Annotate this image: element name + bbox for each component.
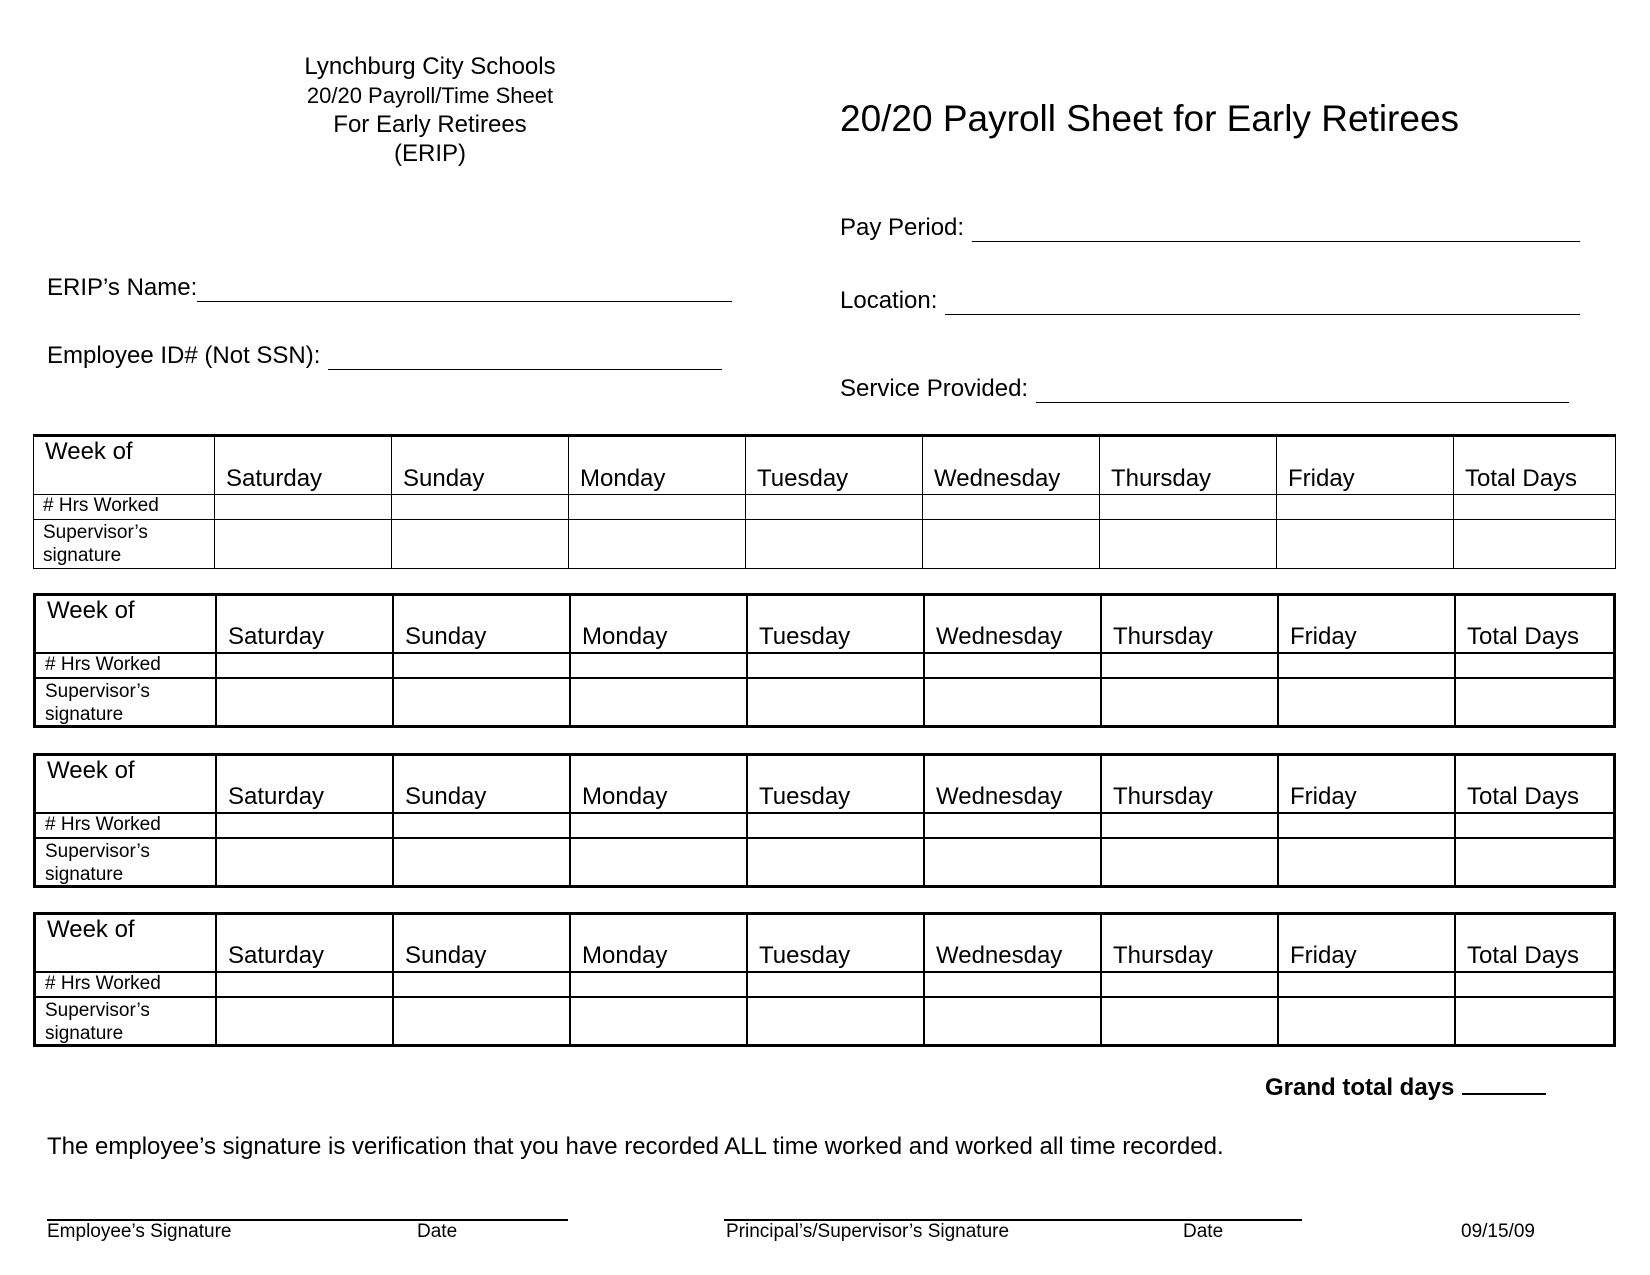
- employee-id-field[interactable]: [47, 342, 722, 370]
- hrs-worked-label: # Hrs Worked: [34, 495, 215, 520]
- location-line[interactable]: [945, 292, 1580, 315]
- sunday-header: Sunday: [392, 437, 569, 495]
- signature-cell[interactable]: [1456, 839, 1613, 886]
- monday-header: Monday: [571, 915, 748, 973]
- hrs-cell[interactable]: [571, 973, 748, 998]
- signature-cell[interactable]: [746, 520, 923, 568]
- signature-cell[interactable]: [748, 679, 925, 726]
- signature-cell[interactable]: [571, 679, 748, 726]
- grand-total-field[interactable]: [1265, 1074, 1546, 1102]
- supervisor-label-line2: signature: [45, 864, 124, 885]
- hrs-cell[interactable]: [748, 654, 925, 679]
- signature-cell[interactable]: [748, 839, 925, 886]
- week-of-cell[interactable]: Week of: [36, 756, 217, 814]
- signature-cell[interactable]: [1456, 998, 1613, 1045]
- employee-date-label: Date: [417, 1221, 458, 1242]
- principal-signature-label: Principal’s/Supervisor’s Signature: [726, 1221, 1010, 1242]
- service-provided-field[interactable]: [840, 375, 1569, 403]
- signature-cell[interactable]: [1102, 839, 1279, 886]
- thursday-header: Thursday: [1102, 596, 1279, 654]
- form-name: 20/20 Payroll/Time Sheet: [306, 83, 554, 108]
- pay-period-line[interactable]: [972, 219, 1580, 242]
- signature-cell[interactable]: [571, 998, 748, 1045]
- wednesday-header: Wednesday: [925, 596, 1102, 654]
- hrs-cell[interactable]: [569, 495, 746, 520]
- saturday-header: Saturday: [217, 596, 394, 654]
- hrs-cell[interactable]: [925, 814, 1102, 839]
- total-days-header: Total Days: [1456, 756, 1613, 814]
- hrs-cell[interactable]: [1279, 814, 1456, 839]
- hrs-cell[interactable]: [217, 814, 394, 839]
- total-days-cell[interactable]: [1454, 495, 1615, 520]
- sunday-header: Sunday: [394, 596, 571, 654]
- week-of-cell[interactable]: Week of: [36, 915, 217, 973]
- supervisor-signature-label: [36, 839, 217, 886]
- signature-cell[interactable]: [217, 998, 394, 1045]
- location-field[interactable]: [840, 287, 1580, 315]
- hrs-cell[interactable]: [217, 654, 394, 679]
- revision-date: 09/15/09: [1461, 1221, 1535, 1242]
- hrs-cell[interactable]: [1102, 973, 1279, 998]
- page-title: 20/20 Payroll Sheet for Early Retirees: [840, 98, 1460, 139]
- saturday-header: Saturday: [215, 437, 392, 495]
- signature-cell[interactable]: [1279, 998, 1456, 1045]
- total-days-cell[interactable]: [1456, 973, 1613, 998]
- week-table: [33, 593, 1616, 728]
- week-of-cell[interactable]: Week of: [34, 437, 215, 495]
- signature-cell[interactable]: [1102, 679, 1279, 726]
- supervisor-label-line1: Supervisor’s: [45, 681, 150, 702]
- monday-header: Monday: [571, 756, 748, 814]
- supervisor-label-line1: Supervisor’s: [45, 1000, 150, 1021]
- hrs-cell[interactable]: [1102, 814, 1279, 839]
- friday-header: Friday: [1279, 596, 1456, 654]
- thursday-header: Thursday: [1102, 756, 1279, 814]
- signature-cell[interactable]: [569, 520, 746, 568]
- grand-total-line[interactable]: [1462, 1075, 1546, 1095]
- tuesday-header: Tuesday: [748, 915, 925, 973]
- signature-cell[interactable]: [1279, 839, 1456, 886]
- service-provided-line[interactable]: [1036, 380, 1569, 403]
- supervisor-label-line2: signature: [45, 1023, 124, 1044]
- hrs-cell[interactable]: [925, 654, 1102, 679]
- signature-cell[interactable]: [392, 520, 569, 568]
- form-abbreviation: (ERIP): [394, 140, 466, 167]
- week-of-cell[interactable]: Week of: [36, 596, 217, 654]
- signature-cell[interactable]: [1100, 520, 1277, 568]
- tuesday-header: Tuesday: [748, 756, 925, 814]
- hrs-cell[interactable]: [925, 973, 1102, 998]
- total-days-header: Total Days: [1456, 596, 1613, 654]
- monday-header: Monday: [571, 596, 748, 654]
- employee-id-line[interactable]: [328, 347, 722, 370]
- hrs-cell[interactable]: [571, 654, 748, 679]
- supervisor-label-line1: Supervisor’s: [43, 522, 148, 543]
- erip-name-line[interactable]: [197, 279, 732, 302]
- hrs-cell[interactable]: [746, 495, 923, 520]
- saturday-header: Saturday: [217, 915, 394, 973]
- location-label: Location:: [840, 287, 938, 314]
- signature-cell[interactable]: [1456, 679, 1613, 726]
- tuesday-header: Tuesday: [746, 437, 923, 495]
- signature-cell[interactable]: [1454, 520, 1615, 568]
- hrs-cell[interactable]: [215, 495, 392, 520]
- tuesday-header: Tuesday: [748, 596, 925, 654]
- week-table: [33, 753, 1616, 888]
- week-table: [33, 434, 1616, 569]
- supervisor-signature-label: [36, 679, 217, 726]
- erip-name-label: ERIP’s Name:: [47, 274, 198, 301]
- signature-cell[interactable]: [394, 679, 571, 726]
- wednesday-header: Wednesday: [923, 437, 1100, 495]
- total-days-header: Total Days: [1454, 437, 1615, 495]
- sunday-header: Sunday: [394, 756, 571, 814]
- hrs-cell[interactable]: [1279, 654, 1456, 679]
- wednesday-header: Wednesday: [925, 756, 1102, 814]
- signature-cell[interactable]: [217, 839, 394, 886]
- employee-id-label: Employee ID# (Not SSN):: [47, 342, 321, 369]
- wednesday-header: Wednesday: [925, 915, 1102, 973]
- hrs-worked-label: # Hrs Worked: [36, 814, 217, 839]
- hrs-cell[interactable]: [571, 814, 748, 839]
- friday-header: Friday: [1279, 756, 1456, 814]
- hrs-cell[interactable]: [392, 495, 569, 520]
- hrs-cell[interactable]: [394, 654, 571, 679]
- hrs-cell[interactable]: [394, 973, 571, 998]
- erip-name-field[interactable]: [47, 274, 732, 302]
- supervisor-label-line1: Supervisor’s: [45, 841, 150, 862]
- signature-cell[interactable]: [925, 839, 1102, 886]
- signature-cell[interactable]: [571, 839, 748, 886]
- signature-cell[interactable]: [217, 679, 394, 726]
- total-days-cell[interactable]: [1456, 654, 1613, 679]
- week-table: [33, 912, 1616, 1047]
- signature-cell[interactable]: [1277, 520, 1454, 568]
- pay-period-field[interactable]: [840, 214, 1580, 242]
- hrs-cell[interactable]: [217, 973, 394, 998]
- signature-cell[interactable]: [748, 998, 925, 1045]
- service-provided-label: Service Provided:: [840, 375, 1029, 402]
- thursday-header: Thursday: [1100, 437, 1277, 495]
- hrs-cell[interactable]: [748, 814, 925, 839]
- signature-cell[interactable]: [925, 679, 1102, 726]
- supervisor-signature-label: [34, 520, 215, 568]
- employee-signature-label: Employee’s Signature: [47, 1221, 232, 1242]
- verification-statement: The employee’s signature is verification that you have recorded ALL time worked and worked all time recorded.: [47, 1133, 1224, 1160]
- organization-header: [240, 52, 620, 168]
- total-days-cell[interactable]: [1456, 814, 1613, 839]
- principal-date-label: Date: [1183, 1221, 1224, 1242]
- hrs-worked-label: # Hrs Worked: [36, 973, 217, 998]
- grand-total-label: Grand total days: [1265, 1074, 1455, 1101]
- friday-header: Friday: [1277, 437, 1454, 495]
- monday-header: Monday: [569, 437, 746, 495]
- supervisor-signature-label: [36, 998, 217, 1045]
- hrs-cell[interactable]: [1279, 973, 1456, 998]
- signature-cell[interactable]: [925, 998, 1102, 1045]
- hrs-cell[interactable]: [1102, 654, 1279, 679]
- supervisor-label-line2: signature: [45, 704, 124, 725]
- thursday-header: Thursday: [1102, 915, 1279, 973]
- hrs-cell[interactable]: [394, 814, 571, 839]
- org-name: Lynchburg City Schools: [304, 53, 556, 80]
- total-days-header: Total Days: [1456, 915, 1613, 973]
- saturday-header: Saturday: [217, 756, 394, 814]
- sunday-header: Sunday: [394, 915, 571, 973]
- hrs-cell[interactable]: [1277, 495, 1454, 520]
- hrs-cell[interactable]: [923, 495, 1100, 520]
- signature-cell[interactable]: [923, 520, 1100, 568]
- form-audience: For Early Retirees: [333, 111, 527, 138]
- signature-cell[interactable]: [394, 839, 571, 886]
- hrs-worked-label: # Hrs Worked: [36, 654, 217, 679]
- supervisor-label-line2: signature: [43, 545, 122, 566]
- signature-cell[interactable]: [215, 520, 392, 568]
- friday-header: Friday: [1279, 915, 1456, 973]
- pay-period-label: Pay Period:: [840, 214, 965, 241]
- signature-cell[interactable]: [1279, 679, 1456, 726]
- signature-cell[interactable]: [394, 998, 571, 1045]
- hrs-cell[interactable]: [748, 973, 925, 998]
- hrs-cell[interactable]: [1100, 495, 1277, 520]
- signature-cell[interactable]: [1102, 998, 1279, 1045]
